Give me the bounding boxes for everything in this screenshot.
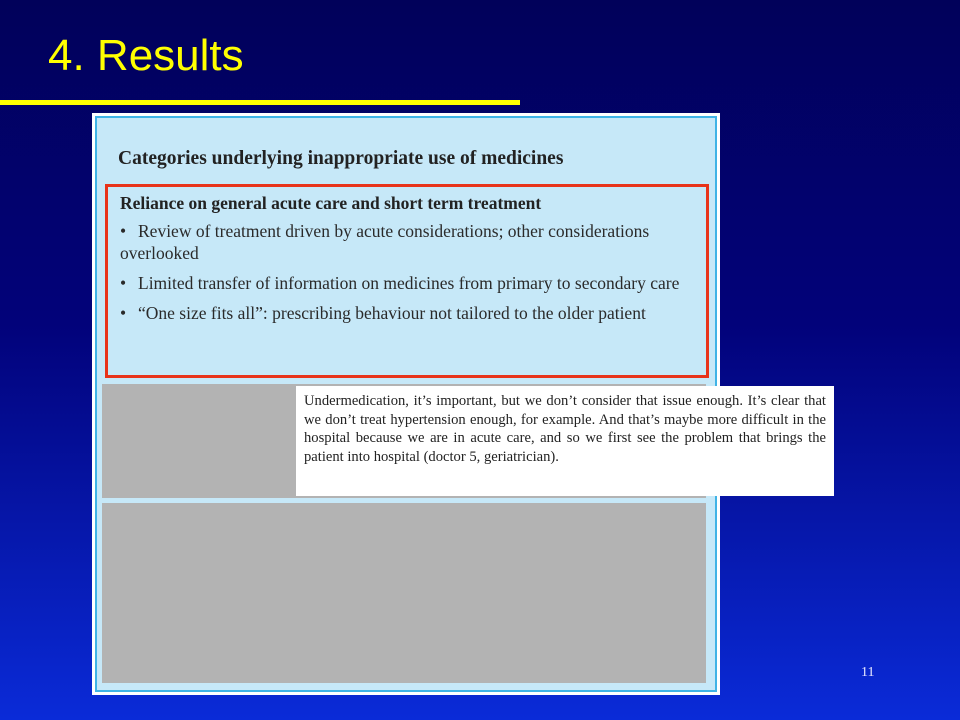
quote-box: [296, 386, 834, 496]
bullet-icon: •: [120, 273, 127, 293]
category-item-list: [120, 220, 700, 332]
bullet-icon: •: [120, 303, 127, 323]
slide-title: 4. Results: [48, 31, 244, 80]
category-item: [120, 220, 700, 264]
page-number: 11: [861, 665, 875, 680]
quote-text: Undermedication, it’s important, but we don’t consider that issue enough. It’s clear that we don’t treat hypertension enough, for example. And that’s maybe more difficult in the hospital because we are in acute care, and so we first see the problem that brings the patient into hospital (doctor 5, geriatrician).: [304, 393, 826, 465]
category-item-text: “One size fits all”: prescribing behaviour not tailored to the older patient: [138, 303, 646, 323]
figure-heading: Categories underlying inappropriate use of medicines: [118, 148, 564, 169]
category-item-text: Review of treatment driven by acute considerations; other considerations overlooked: [120, 221, 650, 263]
title-underline: [0, 100, 520, 105]
category-item-text: Limited transfer of information on medicines from primary to secondary care: [138, 273, 680, 293]
category-item: [120, 272, 700, 294]
category-item: [120, 302, 700, 324]
highlighted-category-box: [105, 184, 709, 378]
bullet-icon: •: [120, 221, 127, 241]
category-title: Reliance on general acute care and short term treatment: [120, 193, 542, 213]
redacted-block-2: [102, 503, 706, 683]
